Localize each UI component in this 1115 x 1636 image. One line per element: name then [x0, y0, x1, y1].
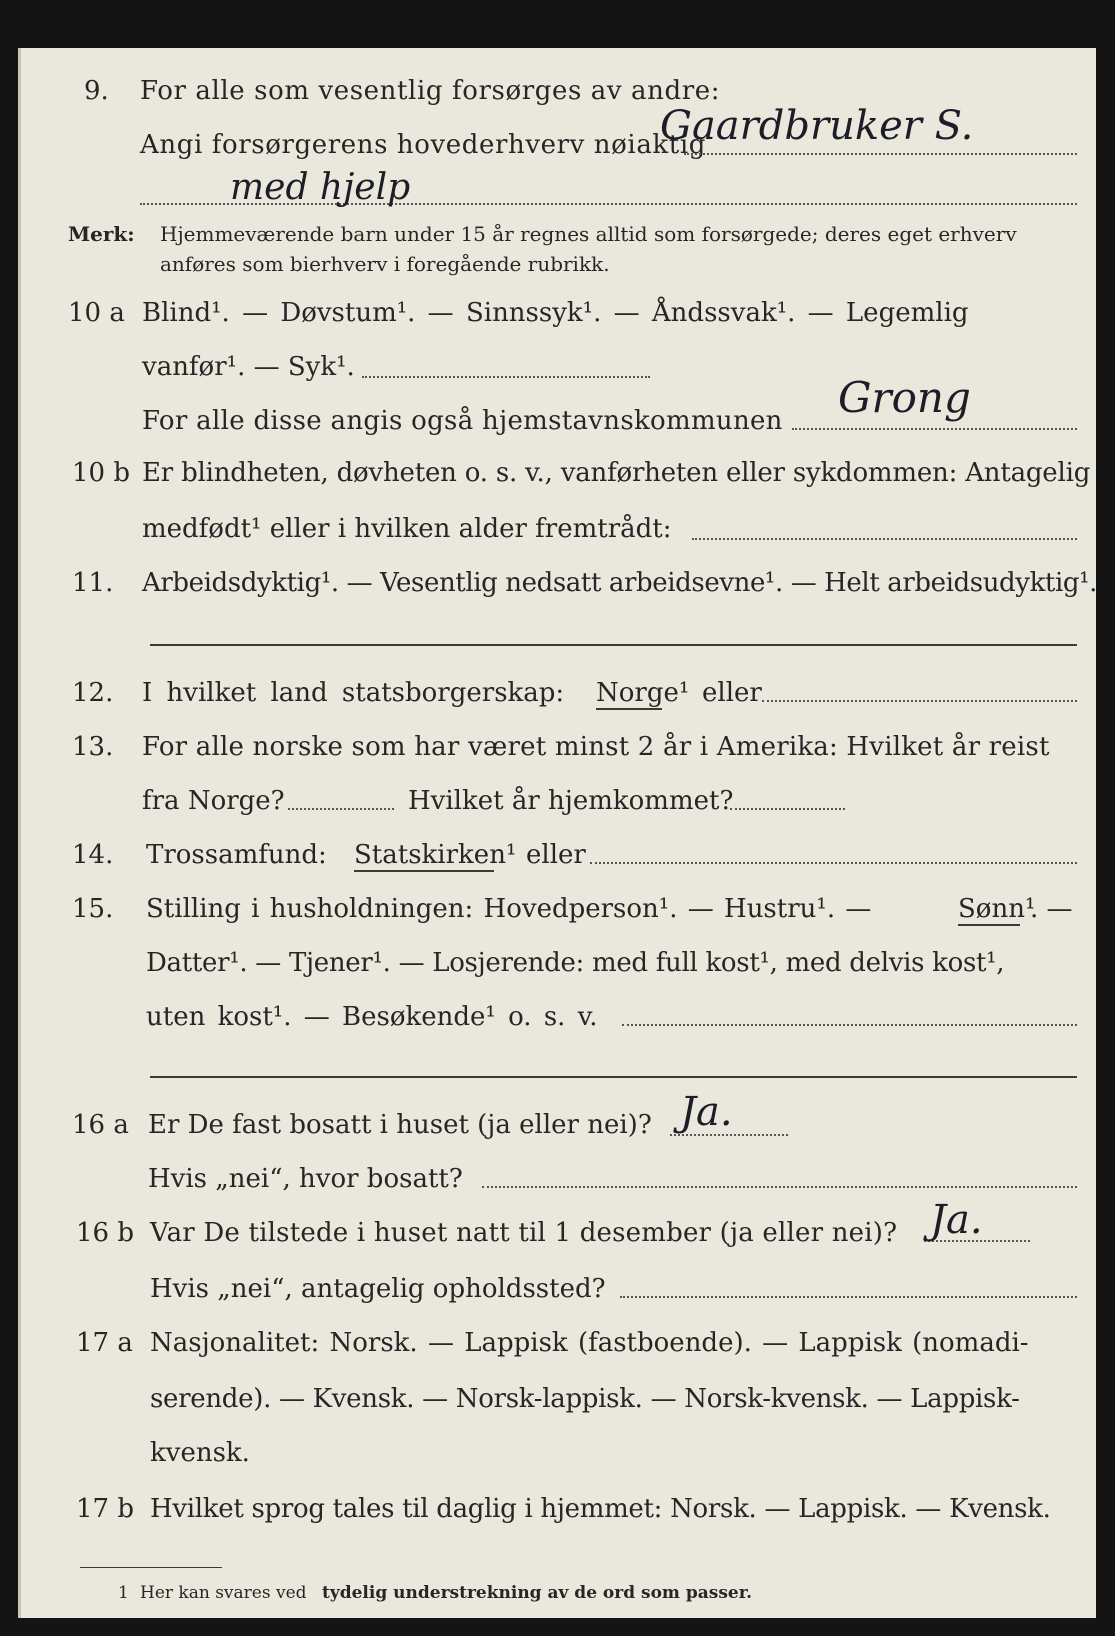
merk-line1: Hjemmeværende barn under 15 år regnes alltid som forsørgede; deres eget erhverv	[160, 222, 1017, 246]
q10b-answer-line	[692, 538, 1077, 540]
q17a-line3: kvensk.	[150, 1438, 250, 1468]
q10a-line3: For alle disse angis også hjemstavnskommunen	[142, 406, 783, 436]
q15-sonn-underline	[958, 924, 1020, 926]
q11-separator	[150, 644, 1077, 646]
q10a-line2: vanfør¹. — Syk¹.	[142, 352, 355, 382]
q16a-bosatt-line	[482, 1186, 1077, 1188]
q16a-line2: Hvis „nei“, hvor bosatt?	[148, 1164, 463, 1194]
q9-line2: Angi forsørgerens hovederhverv nøiaktig	[140, 130, 706, 160]
q13-reist-line	[288, 808, 394, 810]
q15-separator	[150, 1076, 1077, 1078]
q15-option-sonn: Sønn¹	[958, 894, 1036, 924]
q11-number: 11.	[72, 568, 114, 598]
q16b-handwritten-answer: Ja.	[930, 1197, 983, 1243]
footnote-text-a: Her kan svares ved	[140, 1583, 307, 1603]
q10b-number: 10 b	[72, 458, 130, 488]
q14-statskirken-underline	[354, 870, 494, 872]
q13-number: 13.	[72, 732, 114, 762]
q10b-line2: medfødt¹ eller i hvilken alder fremtrådt:	[142, 514, 672, 544]
q12-norge-underline	[596, 708, 662, 710]
q10a-number: 10 a	[68, 298, 125, 328]
q17a-line1: Nasjonalitet: Norsk. — Lappisk (fastboende). — Lappisk (nomadi-	[150, 1328, 1029, 1358]
q15-line3: uten kost¹. — Besøkende¹ o. s. v.	[146, 1002, 598, 1032]
q17b-number: 17 b	[76, 1494, 134, 1524]
q12-answer-line	[762, 700, 1077, 702]
census-form-page	[18, 48, 1096, 1618]
q13-line2b: Hvilket år hjemkommet?	[408, 786, 734, 816]
q12-suffix: eller	[702, 678, 762, 708]
q16a-line1: Er De fast bosatt i huset (ja eller nei)?	[148, 1110, 652, 1140]
q9-answer-line1	[684, 153, 1077, 155]
footnote-mark: 1	[118, 1583, 129, 1603]
q12-option-norge: Norge¹	[596, 678, 690, 708]
q11-line1: Arbeidsdyktig¹. — Vesentlig nedsatt arbeidsevne¹. — Helt arbeidsudyktig¹.	[142, 568, 1098, 598]
q12-number: 12.	[72, 678, 114, 708]
footnote-rule	[80, 1567, 222, 1568]
q9-handwritten-answer2: med hjelp	[230, 167, 411, 208]
q14-answer-line	[590, 862, 1077, 864]
q16b-line2: Hvis „nei“, antagelig opholdssted?	[150, 1274, 606, 1304]
q14-prefix: Trossamfund:	[146, 840, 327, 870]
q13-hjemkommet-line	[730, 808, 845, 810]
q10b-line1: Er blindheten, døvheten o. s. v., vanførheten eller sykdommen: Antagelig	[142, 458, 1091, 488]
q16b-opholdssted-line	[620, 1296, 1077, 1298]
q14-number: 14.	[72, 840, 114, 870]
q15-answer-line	[622, 1024, 1077, 1026]
q13-line2a: fra Norge?	[142, 786, 285, 816]
merk-line2: anføres som bierhverv i foregående rubrikk.	[160, 252, 610, 276]
q9-number: 9.	[84, 76, 109, 106]
q16a-handwritten-answer: Ja.	[680, 1089, 733, 1135]
q16b-line1: Var De tilstede i huset natt til 1 desember (ja eller nei)?	[150, 1218, 898, 1248]
q10a-syk-line	[362, 376, 650, 378]
q9-handwritten-answer1: Gaardbruker S.	[660, 103, 974, 149]
merk-label: Merk:	[68, 222, 135, 246]
q17a-number: 17 a	[76, 1328, 133, 1358]
q10a-line1: Blind¹. — Døvstum¹. — Sinnssyk¹. — Åndssvak¹. — Legemlig	[142, 298, 969, 328]
q15-line1a: Stilling i husholdningen: Hovedperson¹. — Hustru¹. —	[146, 894, 872, 924]
q12-prefix: I hvilket land statsborgerskap:	[142, 678, 565, 708]
q10a-handwritten-answer: Grong	[838, 373, 971, 422]
q15-number: 15.	[72, 894, 114, 924]
q16a-number: 16 a	[72, 1110, 129, 1140]
q9-line1: For alle som vesentlig forsørges av andre:	[140, 76, 721, 106]
q13-line1: For alle norske som har været minst 2 år i Amerika: Hvilket år reist	[142, 732, 1050, 762]
q14-suffix: eller	[526, 840, 586, 870]
q17b-line1: Hvilket sprog tales til daglig i hjemmet: Norsk. — Lappisk. — Kvensk.	[150, 1494, 1051, 1524]
q14-option-statskirken: Statskirken¹	[354, 840, 517, 870]
q15-line1c: . —	[1030, 894, 1073, 924]
q10a-hjemstavn-line	[792, 428, 1077, 430]
footnote-text-b: tydelig understrekning av de ord som passer.	[322, 1583, 753, 1603]
q17a-line2: serende). — Kvensk. — Norsk-lappisk. — Norsk-kvensk. — Lappisk-	[150, 1384, 1020, 1414]
q15-line2: Datter¹. — Tjener¹. — Losjerende: med full kost¹, med delvis kost¹,	[146, 948, 1005, 978]
q16b-number: 16 b	[76, 1218, 134, 1248]
